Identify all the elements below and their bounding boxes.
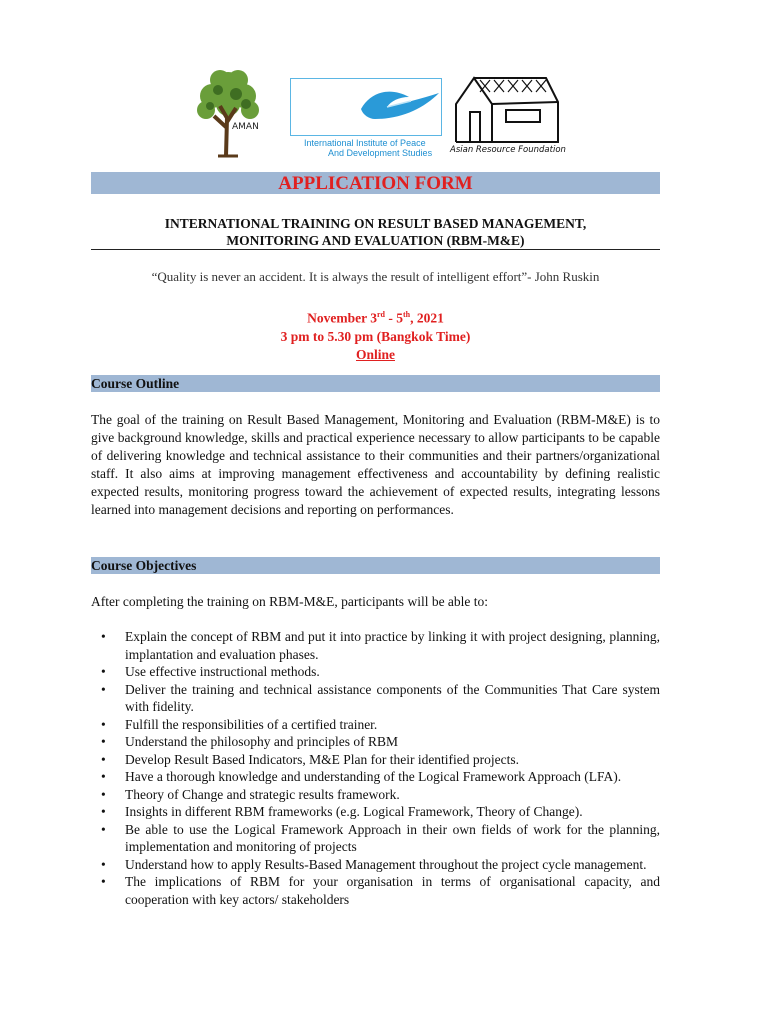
course-objectives-heading: Course Objectives	[91, 558, 197, 573]
list-item: • Fulfill the responsibilities of a certified trainer.	[101, 716, 378, 732]
bullet-icon: •	[101, 821, 106, 837]
list-item: • Theory of Change and strategic results framework.	[101, 786, 400, 802]
iipds-logo-text: International Institute of Peace	[304, 138, 426, 148]
iipds-logo-subtext: And Development Studies	[328, 148, 433, 158]
dove-icon	[291, 79, 441, 135]
quote: “Quality is never an accident. It is always the result of intelligent effort”- John Ruskin	[151, 269, 600, 284]
aman-logo-text: AMAN	[232, 122, 259, 132]
bullet-icon: •	[101, 664, 106, 679]
training-subtitle	[91, 215, 660, 249]
list-item: • The implications of RBM for your organisation in terms of organisational capacity, and cooperation with key actors/ stakeholders	[101, 874, 660, 907]
list-item: • Understand how to apply Results-Based Management throughout the project cycle management.	[101, 856, 647, 872]
date-start: November 3	[307, 310, 377, 326]
subtitle-line-2: MONITORING AND EVALUATION (RBM-M&E)	[226, 233, 525, 248]
list-item: • Understand the philosophy and principles of RBM	[101, 734, 398, 749]
course-outline-body: The goal of the training on Result Based Management, Monitoring and Evaluation (RBM-M&E) is to give background knowledge, skills and practical experience necessary to allow participants to be capable of delivering knowledge and technical assistance to their communities and their partners/organizational staff. It also aims at improving management effectiveness and accountability by defining realistic expected results, monitoring progress toward the achievement of expected results, integrating lessons learned into management decisions and reporting on performances.	[91, 412, 660, 517]
list-item: • Insights in different RBM frameworks (e.g. Logical Framework, Theory of Change).	[101, 804, 583, 819]
title-bar	[91, 172, 660, 194]
list-item: • Use effective instructional methods.	[101, 664, 320, 679]
list-item: • Deliver the training and technical assistance components of the Communities That Care system with fidelity.	[101, 681, 660, 714]
date-end-suffix: th	[403, 310, 411, 319]
bullet-icon: •	[101, 629, 106, 644]
course-outline-bar	[91, 375, 660, 392]
bullet-icon: •	[101, 716, 106, 732]
list-item: • Have a thorough knowledge and understanding of the Logical Framework Approach (LFA).	[101, 769, 622, 784]
iipds-logo-frame	[290, 78, 442, 136]
aman-tree-logo	[190, 66, 270, 162]
bullet-icon: •	[101, 786, 106, 802]
date-separator: - 5	[385, 310, 403, 326]
iipds-logo	[290, 78, 442, 158]
bullet-icon: •	[101, 874, 106, 889]
bullet-icon: •	[101, 856, 106, 872]
page-title: APPLICATION FORM	[278, 173, 473, 194]
bullet-icon: •	[101, 769, 106, 784]
subtitle-line-1: INTERNATIONAL TRAINING ON RESULT BASED MANAGEMENT,	[164, 216, 587, 231]
objectives-list	[91, 628, 660, 908]
bullet-icon: •	[101, 804, 106, 819]
event-date	[91, 306, 660, 328]
objectives-intro: After completing the training on RBM-M&E, participants will be able to:	[91, 594, 489, 609]
event-time: 3 pm to 5.30 pm (Bangkok Time)	[280, 328, 471, 344]
list-item: • Explain the concept of RBM and put it into practice by linking it with project designing, planning, implantation and evaluation phases.	[101, 629, 660, 662]
list-item: • Develop Result Based Indicators, M&E Plan for their identified projects.	[101, 751, 520, 767]
subtitle-divider	[91, 249, 660, 250]
logo-strip	[0, 62, 770, 162]
arf-house-logo	[450, 72, 566, 158]
date-year: , 2021	[410, 310, 444, 326]
arf-logo-text: Asian Resource Foundation	[450, 145, 566, 155]
list-item: • Be able to use the Logical Framework Approach in their own fields of work for the planning, implementation and monitoring of projects	[101, 821, 660, 854]
bullet-icon: •	[101, 751, 106, 767]
bullet-icon: •	[101, 734, 106, 749]
course-objectives-bar	[91, 557, 660, 574]
bullet-icon: •	[101, 681, 106, 697]
event-mode: Online	[355, 346, 395, 362]
course-outline-heading: Course Outline	[91, 376, 180, 391]
event-details	[91, 306, 660, 364]
date-start-suffix: rd	[377, 310, 385, 319]
